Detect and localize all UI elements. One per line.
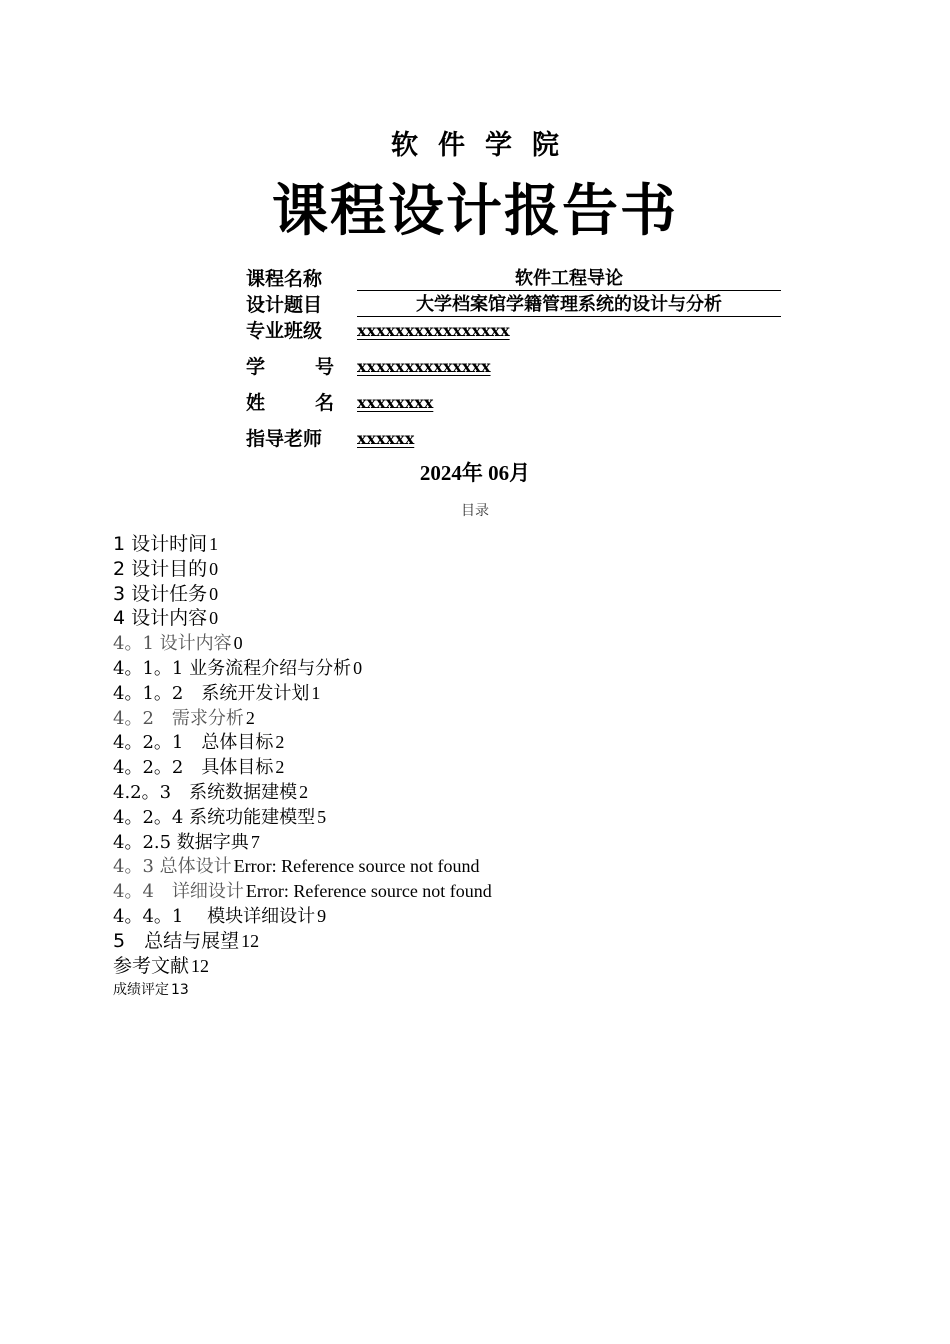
- toc-item[interactable]: [113, 830, 813, 855]
- toc-item-title: 4。1。2 系统开发计划: [113, 682, 310, 704]
- info-value-topic: 大学档案馆学籍管理系统的设计与分析: [357, 292, 781, 317]
- toc-item-page: 0: [233, 633, 243, 654]
- toc-item-title: 4。1。1 业务流程介绍与分析: [113, 657, 352, 679]
- toc-item-page: Error: Reference source not found: [233, 856, 480, 877]
- toc-item[interactable]: [113, 780, 813, 805]
- label-char: 名: [314, 392, 334, 414]
- toc-item-title: 2 设计目的: [113, 557, 208, 580]
- toc-item-title: 4。3 总体设计: [113, 856, 232, 878]
- info-value-course: 软件工程导论: [357, 266, 781, 291]
- toc-item-title: 1 设计时间: [113, 533, 208, 555]
- toc-item-title: 4。2。1 总体目标: [113, 732, 274, 754]
- toc-item-title: 4。2.5 数据字典: [113, 831, 249, 853]
- toc-item[interactable]: [113, 854, 813, 879]
- toc-item-page: 2: [275, 757, 285, 778]
- info-label: [246, 292, 334, 318]
- toc-item[interactable]: [113, 681, 813, 706]
- toc-item-page: 0: [209, 583, 219, 604]
- info-value-class: xxxxxxxxxxxxxxxx: [357, 321, 510, 340]
- toc-item-title: 4.2。3 系统数据建模: [113, 781, 298, 803]
- toc-item[interactable]: [113, 730, 813, 755]
- toc-item-page: 0: [209, 608, 219, 629]
- toc-item[interactable]: [113, 582, 813, 607]
- toc-item-title: 参考文献: [113, 954, 190, 977]
- info-value-advisor: xxxxxx: [357, 429, 415, 448]
- label-char: 姓: [246, 392, 266, 414]
- toc-item-page: 1: [209, 534, 219, 554]
- toc-item[interactable]: [113, 755, 813, 780]
- label-char: 号: [314, 356, 334, 378]
- info-value-student-id: xxxxxxxxxxxxxx: [357, 357, 491, 376]
- info-label: [246, 390, 334, 416]
- toc-item-page: 12: [241, 930, 260, 951]
- toc-item[interactable]: [113, 954, 813, 979]
- toc-item-title: 4。1 设计内容: [113, 633, 232, 655]
- toc-item-page: 2: [245, 707, 255, 728]
- toc-item[interactable]: [113, 631, 813, 656]
- label-text: 专业班级: [246, 320, 323, 342]
- toc-item-title: 4。2 需求分析: [113, 707, 244, 729]
- info-label: [246, 318, 334, 344]
- toc-item-page: 12: [191, 955, 210, 976]
- toc-item-page: 2: [275, 732, 285, 753]
- toc-item-page: 0: [209, 558, 219, 579]
- toc-item[interactable]: [113, 606, 813, 631]
- toc-item-page: 2: [299, 781, 309, 802]
- label-text: 指导老师: [246, 428, 323, 450]
- toc-heading: 目录: [461, 503, 489, 519]
- toc-item[interactable]: [113, 929, 813, 954]
- info-value-name: xxxxxxxx: [357, 393, 434, 412]
- toc-item[interactable]: [113, 904, 813, 929]
- toc-item-page: 9: [317, 905, 327, 926]
- toc-item-page: 5: [317, 806, 327, 827]
- toc-item[interactable]: [113, 805, 813, 830]
- toc-item[interactable]: [113, 978, 813, 1003]
- toc-item-page: 7: [250, 831, 260, 852]
- info-label: [246, 426, 334, 452]
- toc-item[interactable]: [113, 557, 813, 582]
- school-name: 软件学院: [391, 130, 579, 161]
- info-label: [246, 266, 334, 292]
- toc-item-title: 成绩评定: [113, 982, 169, 999]
- toc-item-title: 3 设计任务: [113, 582, 208, 605]
- toc-item-title: 4 设计内容: [113, 607, 208, 630]
- toc-item[interactable]: [113, 879, 813, 904]
- toc-item-title: 4。2。2 具体目标: [113, 757, 274, 779]
- report-date: 2024年 06月: [419, 461, 531, 485]
- toc-item-page: Error: Reference source not found: [245, 881, 492, 902]
- report-title: 课程设计报告书: [272, 179, 678, 244]
- toc-item[interactable]: [113, 656, 813, 681]
- label-text: 设计题目: [246, 294, 323, 316]
- label-text: 课程名称: [246, 268, 323, 290]
- toc-item-title: 4。2。4 系统功能建模型: [113, 806, 316, 828]
- toc-item-page: 0: [353, 657, 363, 678]
- toc-item[interactable]: [113, 706, 813, 731]
- toc-item-title: 4。4。1 模块详细设计: [113, 905, 316, 927]
- info-label: [246, 354, 334, 380]
- table-of-contents: [113, 532, 813, 1003]
- toc-item-page: 13: [171, 982, 189, 999]
- toc-item-title: 4。4 详细设计: [113, 881, 244, 903]
- toc-item-title: 5 总结与展望: [113, 929, 240, 952]
- label-char: 学: [246, 356, 266, 378]
- toc-item[interactable]: [113, 532, 813, 557]
- toc-item-page: 1: [311, 682, 321, 703]
